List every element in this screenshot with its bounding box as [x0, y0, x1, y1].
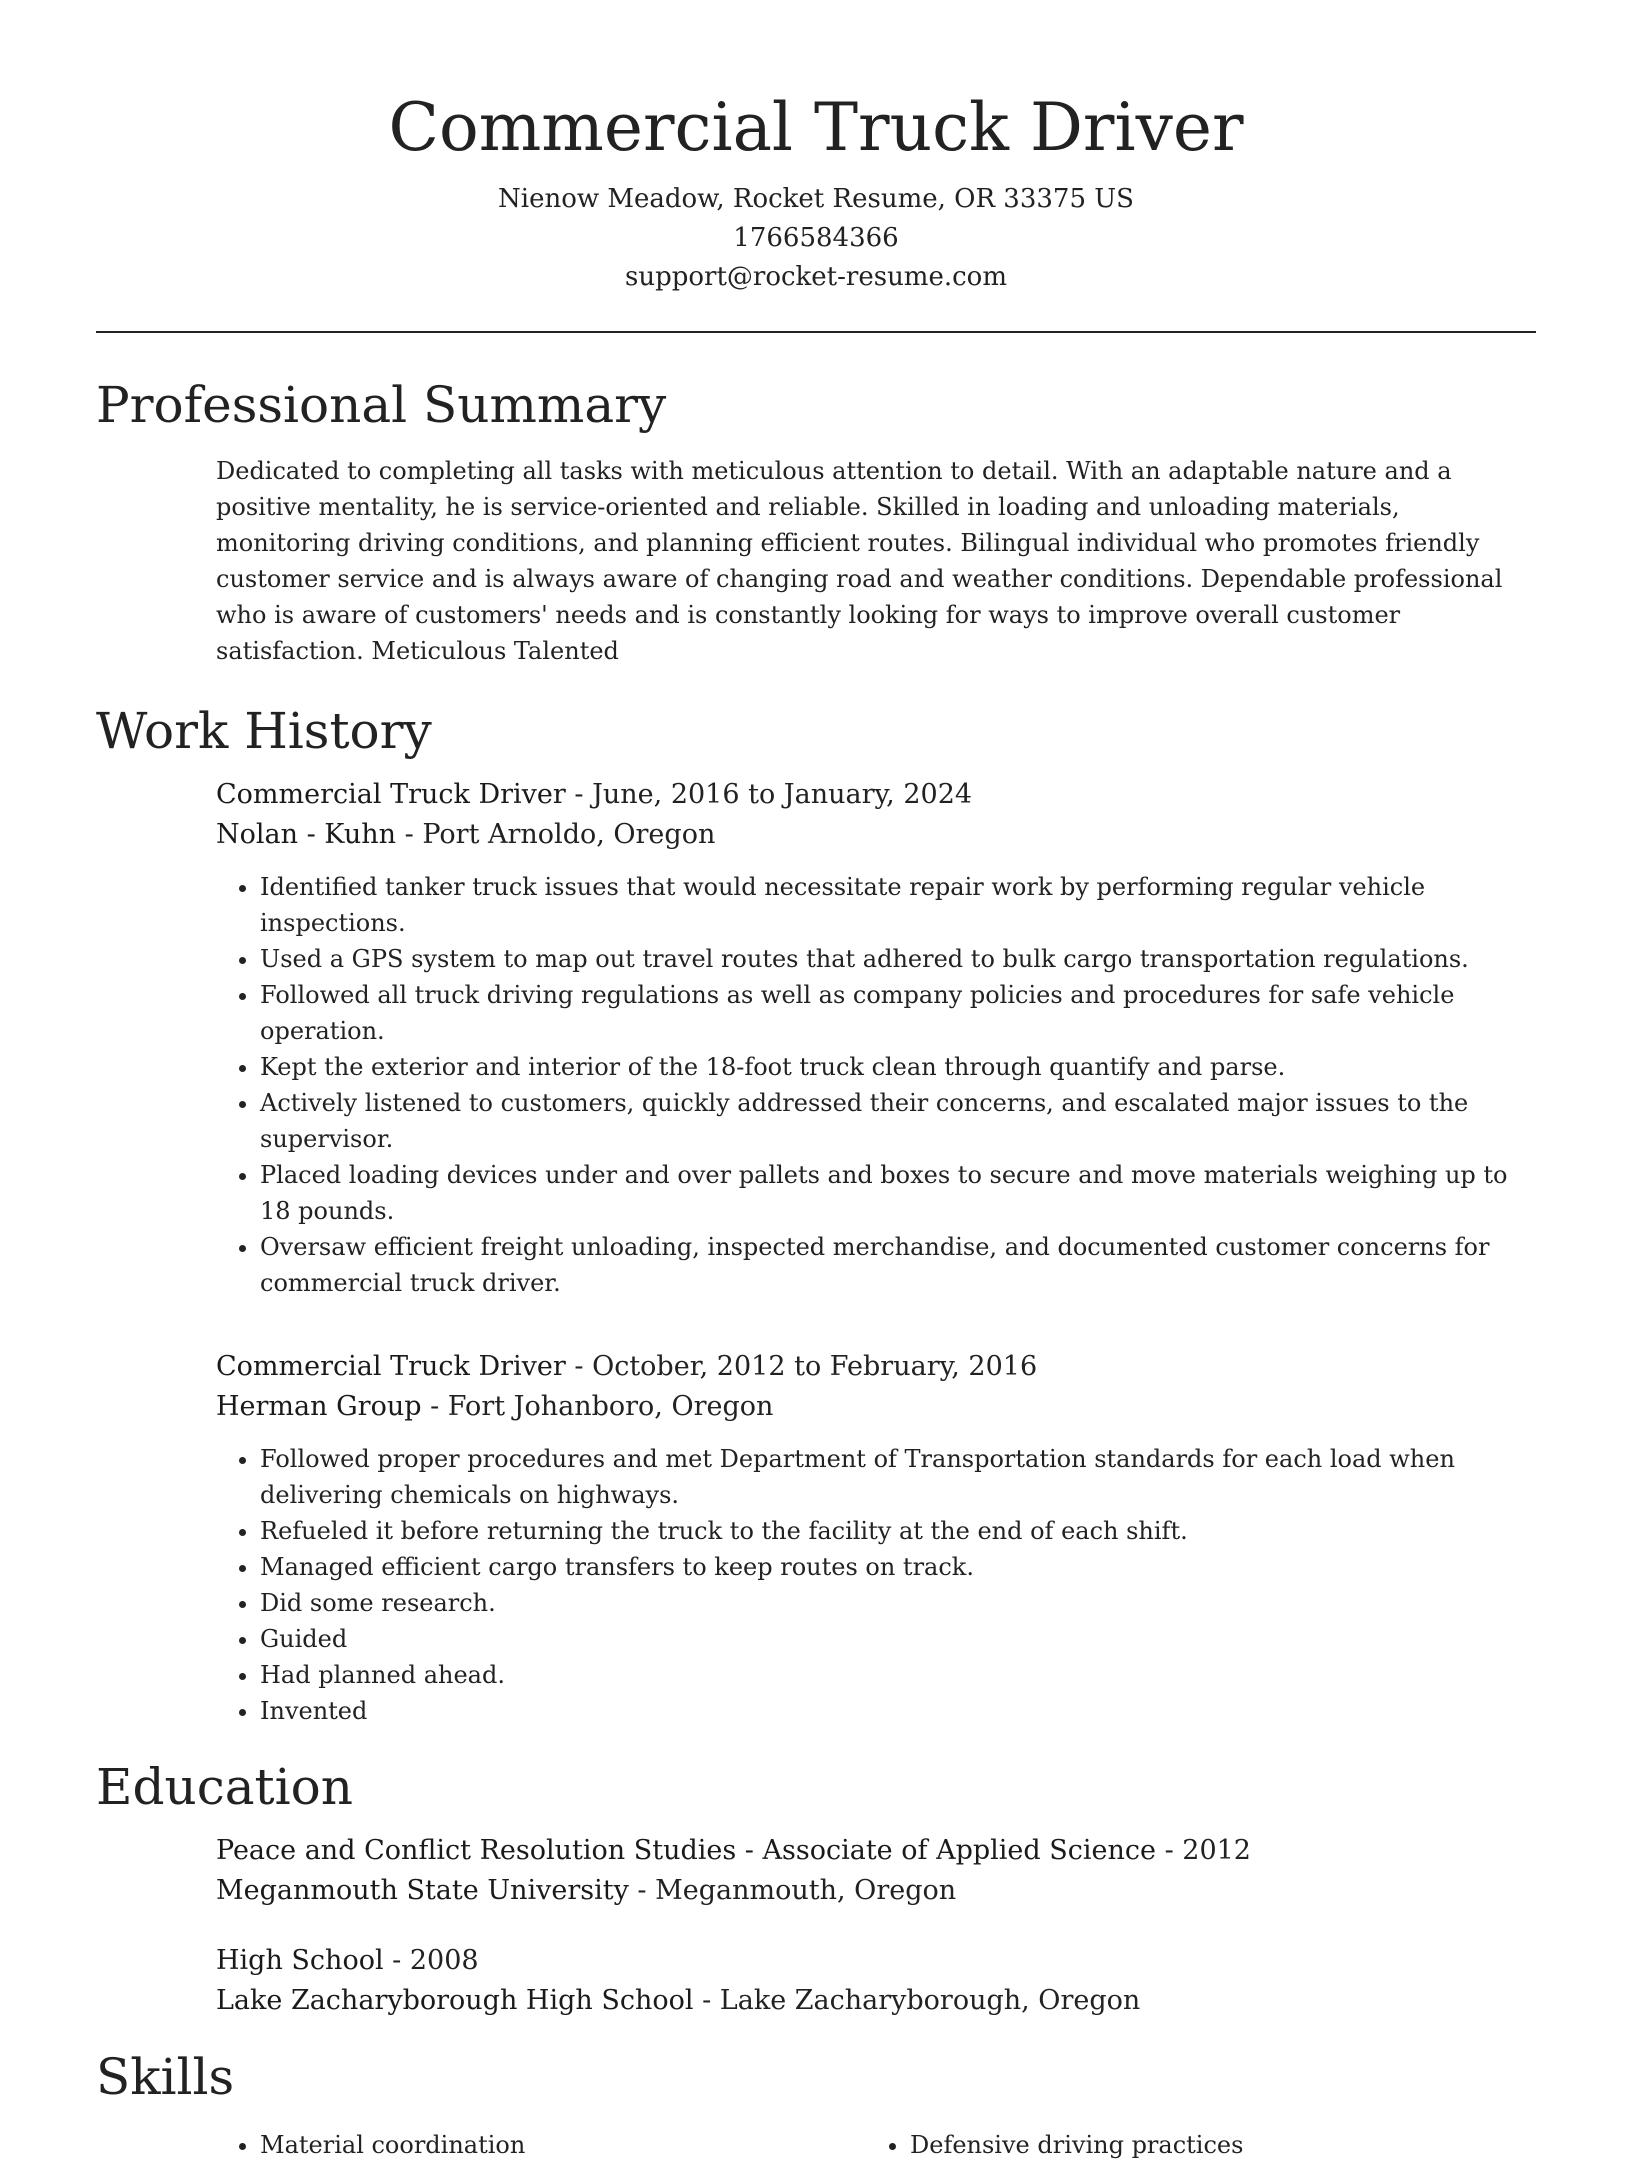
- job-role: Commercial Truck Driver: [216, 779, 566, 810]
- list-item: • Managed efficient cargo transfers to keep routes on track.: [260, 1549, 1516, 1585]
- skills-list-left: [216, 2127, 866, 2163]
- education-location: - Lake Zacharyborough, Oregon: [693, 1985, 1141, 2016]
- job-entry: [216, 775, 1536, 1301]
- education-school: Lake Zacharyborough High School: [216, 1985, 694, 2016]
- education-location: - Meganmouth, Oregon: [628, 1875, 957, 1906]
- skills-body: [216, 2127, 1536, 2163]
- education-entry: [216, 1831, 1536, 1911]
- education-degree-line: [216, 1831, 1536, 1871]
- list-item: • Kept the exterior and interior of the 18-foot truck clean through quantify and parse.: [260, 1049, 1516, 1085]
- list-item: • Refueled it before returning the truck to the facility at the end of each shift.: [260, 1513, 1516, 1549]
- list-item: • Followed all truck driving regulations as well as company policies and procedures for safe vehicle operation.: [260, 977, 1516, 1049]
- work-history-body: [216, 775, 1536, 1729]
- header-divider: [96, 331, 1536, 333]
- list-item: • Material coordination: [260, 2127, 866, 2163]
- resume-header: [96, 0, 1536, 333]
- summary-section: [96, 373, 1536, 669]
- education-entry: [216, 1941, 1536, 2021]
- education-degree-line: [216, 1941, 1536, 1981]
- education-body: [216, 1831, 1536, 2021]
- job-bullets: [216, 869, 1536, 1301]
- job-title-line: [216, 1347, 1536, 1387]
- job-dates: - June, 2016 to January, 2024: [565, 779, 973, 810]
- job-role: Commercial Truck Driver: [216, 1351, 566, 1382]
- education-field: High School: [216, 1945, 384, 1976]
- job-title-line: [216, 775, 1536, 815]
- list-item: • Had planned ahead.: [260, 1657, 1516, 1693]
- skills-heading: Skills: [96, 2048, 235, 2106]
- job-company-line: [216, 815, 1536, 855]
- phone: 1766584366: [733, 223, 899, 253]
- skills-grid: [216, 2127, 1526, 2163]
- education-year: - 2012: [1155, 1835, 1251, 1866]
- education-year: - 2008: [383, 1945, 479, 1976]
- job-company: Herman Group: [216, 1391, 422, 1422]
- job-dates: - October, 2012 to February, 2016: [565, 1351, 1038, 1382]
- skills-column-left: [216, 2127, 866, 2163]
- job-company: Nolan - Kuhn: [216, 819, 397, 850]
- resume-page: [96, 0, 1536, 2163]
- address: Nienow Meadow, Rocket Resume, OR 33375 US: [498, 184, 1134, 214]
- job-entry: [216, 1347, 1536, 1729]
- list-item: • Used a GPS system to map out travel routes that adhered to bulk cargo transportation regulations.: [260, 941, 1516, 977]
- list-item: • Oversaw efficient freight unloading, inspected merchandise, and documented customer concerns for commercial truck driver.: [260, 1229, 1516, 1301]
- summary-text: Dedicated to completing all tasks with meticulous attention to detail. With an adaptable nature and a positive mentality, he is service-oriented and reliable. Skilled in loading and unloading materials, monitoring driving conditions, and planning efficient routes. Bilingual individual who promotes friendly customer service and is always aware of changing road and weather conditions. Dependable professional who is aware of customers' needs and is constantly looking for ways to improve overall customer satisfaction. Meticulous Talented: [216, 457, 1503, 665]
- list-item: • Actively listened to customers, quickly addressed their concerns, and escalated major issues to the supervisor.: [260, 1085, 1516, 1157]
- page-title: Commercial Truck Driver: [388, 89, 1244, 166]
- list-item: • Did some research.: [260, 1585, 1516, 1621]
- job-bullets: [216, 1441, 1536, 1729]
- job-location: - Fort Johanboro, Oregon: [421, 1391, 774, 1422]
- list-item: • Guided: [260, 1621, 1516, 1657]
- skills-list-right: [866, 2127, 1516, 2163]
- education-heading: Education: [96, 1758, 353, 1816]
- summary-heading: Professional Summary: [96, 376, 667, 434]
- summary-body: [216, 453, 1536, 669]
- education-section: [96, 1755, 1536, 2021]
- list-item: • Defensive driving practices: [910, 2127, 1516, 2163]
- list-item: • Followed proper procedures and met Department of Transportation standards for each load when delivering chemicals on highways.: [260, 1441, 1516, 1513]
- work-history-section: [96, 699, 1536, 1729]
- education-school-line: [216, 1871, 1536, 1911]
- list-item: • Identified tanker truck issues that would necessitate repair work by performing regular vehicle inspections.: [260, 869, 1516, 941]
- education-degree: - Associate of Applied Science: [736, 1835, 1156, 1866]
- list-item: • Placed loading devices under and over pallets and boxes to secure and move materials weighing up to 18 pounds.: [260, 1157, 1516, 1229]
- education-school-line: [216, 1981, 1536, 2021]
- job-company-line: [216, 1387, 1536, 1427]
- job-location: - Port Arnoldo, Oregon: [396, 819, 716, 850]
- skills-column-right: [866, 2127, 1516, 2163]
- work-history-heading: Work History: [96, 702, 432, 760]
- email: support@rocket-resume.com: [624, 262, 1007, 292]
- education-school: Meganmouth State University: [216, 1875, 629, 1906]
- contact-info: [96, 180, 1536, 297]
- skills-section: [96, 2045, 1536, 2163]
- education-field: Peace and Conflict Resolution Studies: [216, 1835, 737, 1866]
- list-item: • Invented: [260, 1693, 1516, 1729]
